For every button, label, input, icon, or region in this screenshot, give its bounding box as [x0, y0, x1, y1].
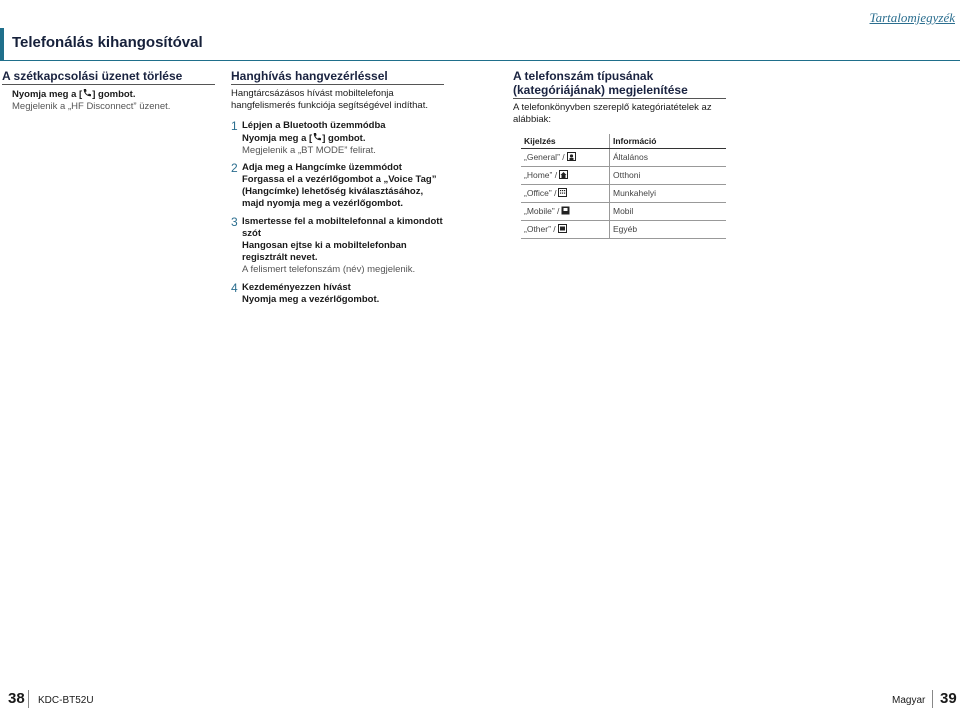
category-display: „Mobile” / — [524, 206, 560, 216]
page-title: Telefonálás kihangosítóval — [12, 34, 203, 51]
home-icon — [559, 170, 568, 179]
table-row — [521, 185, 726, 203]
step-number: 3 — [231, 215, 238, 229]
section1-body — [12, 88, 217, 113]
step-title: Adja meg a Hangcímke üzemmódot — [242, 162, 402, 173]
office-icon — [558, 188, 567, 197]
category-display: „General” / — [524, 152, 565, 162]
step-title: Lépjen a Bluetooth üzemmódba — [242, 120, 386, 131]
header-accent-bar — [0, 28, 4, 61]
category-display: „Home” / — [524, 170, 558, 180]
phone-icon — [82, 88, 92, 98]
footer-separator — [932, 690, 933, 708]
category-info: Mobil — [610, 203, 727, 221]
other-icon — [558, 224, 567, 233]
section1-instruction: Nyomja meg a [ ] gombot. — [12, 89, 136, 100]
category-info: Általános — [610, 149, 727, 167]
step-action: Nyomja meg a [ ] gombot. — [242, 133, 366, 144]
mobile-icon — [561, 206, 570, 215]
step-number: 4 — [231, 281, 238, 295]
step-1 — [231, 120, 446, 157]
section-title-number-type: A telefonszám típusának (kategóriájának) megjelenítése — [513, 69, 688, 97]
section-title-voice-dial: Hanghívás hangvezérléssel — [231, 69, 388, 83]
category-info: Munkahelyi — [610, 185, 727, 203]
phone-icon — [312, 132, 322, 142]
header-divider — [0, 60, 960, 61]
step-action: Forgassa el a vezérlőgombot a „Voice Tag” (Hangcímke) lehetőség kiválasztásához, majd nyomja meg a vezérlőgombot. — [242, 174, 437, 209]
section3-intro: A telefonkönyvben szereplő kategóriatételek az alábbiak: — [513, 102, 712, 125]
step-4 — [231, 282, 446, 306]
table-row — [521, 149, 726, 167]
step-note: A felismert telefonszám (név) megjelenik. — [242, 264, 416, 275]
step-action: Nyomja meg a vezérlőgombot. — [242, 294, 380, 305]
category-display: „Office” / — [524, 188, 557, 198]
category-info: Egyéb — [610, 221, 727, 239]
model-name: KDC-BT52U — [38, 695, 94, 706]
category-table — [521, 134, 726, 239]
section-divider — [231, 84, 444, 85]
step-2 — [231, 162, 446, 210]
table-row — [521, 203, 726, 221]
step-note: Megjelenik a „BT MODE” felirat. — [242, 145, 376, 156]
table-row — [521, 221, 726, 239]
category-display: „Other” / — [524, 224, 556, 234]
page-number-right: 39 — [940, 690, 957, 707]
section1-note: Megjelenik a „HF Disconnect” üzenet. — [12, 101, 171, 112]
section-divider — [2, 84, 215, 85]
column-header-info: Információ — [610, 134, 727, 149]
step-number: 2 — [231, 161, 238, 175]
step-title: Kezdeményezzen hívást — [242, 282, 351, 293]
step-number: 1 — [231, 119, 238, 133]
category-info: Otthoni — [610, 167, 727, 185]
language-label: Magyar — [892, 695, 926, 706]
table-of-contents-link[interactable]: Tartalomjegyzék — [869, 10, 955, 25]
table-row — [521, 167, 726, 185]
page-number-left: 38 — [8, 690, 25, 707]
step-action: Hangosan ejtse ki a mobiltelefonban regisztrált nevet. — [242, 240, 407, 263]
section2-intro: Hangtárcsázásos hívást mobiltelefonja hangfelismerés funkciója segítségével indíthat. — [231, 88, 428, 111]
section-title-disconnect: A szétkapcsolási üzenet törlése — [2, 69, 183, 83]
step-title: Ismertesse fel a mobiltelefonnal a kimondott szót — [242, 216, 443, 239]
general-icon — [567, 152, 576, 161]
column-header-display: Kijelzés — [521, 134, 610, 149]
step-3 — [231, 216, 446, 276]
section-divider — [513, 98, 726, 99]
footer-separator — [28, 690, 29, 708]
